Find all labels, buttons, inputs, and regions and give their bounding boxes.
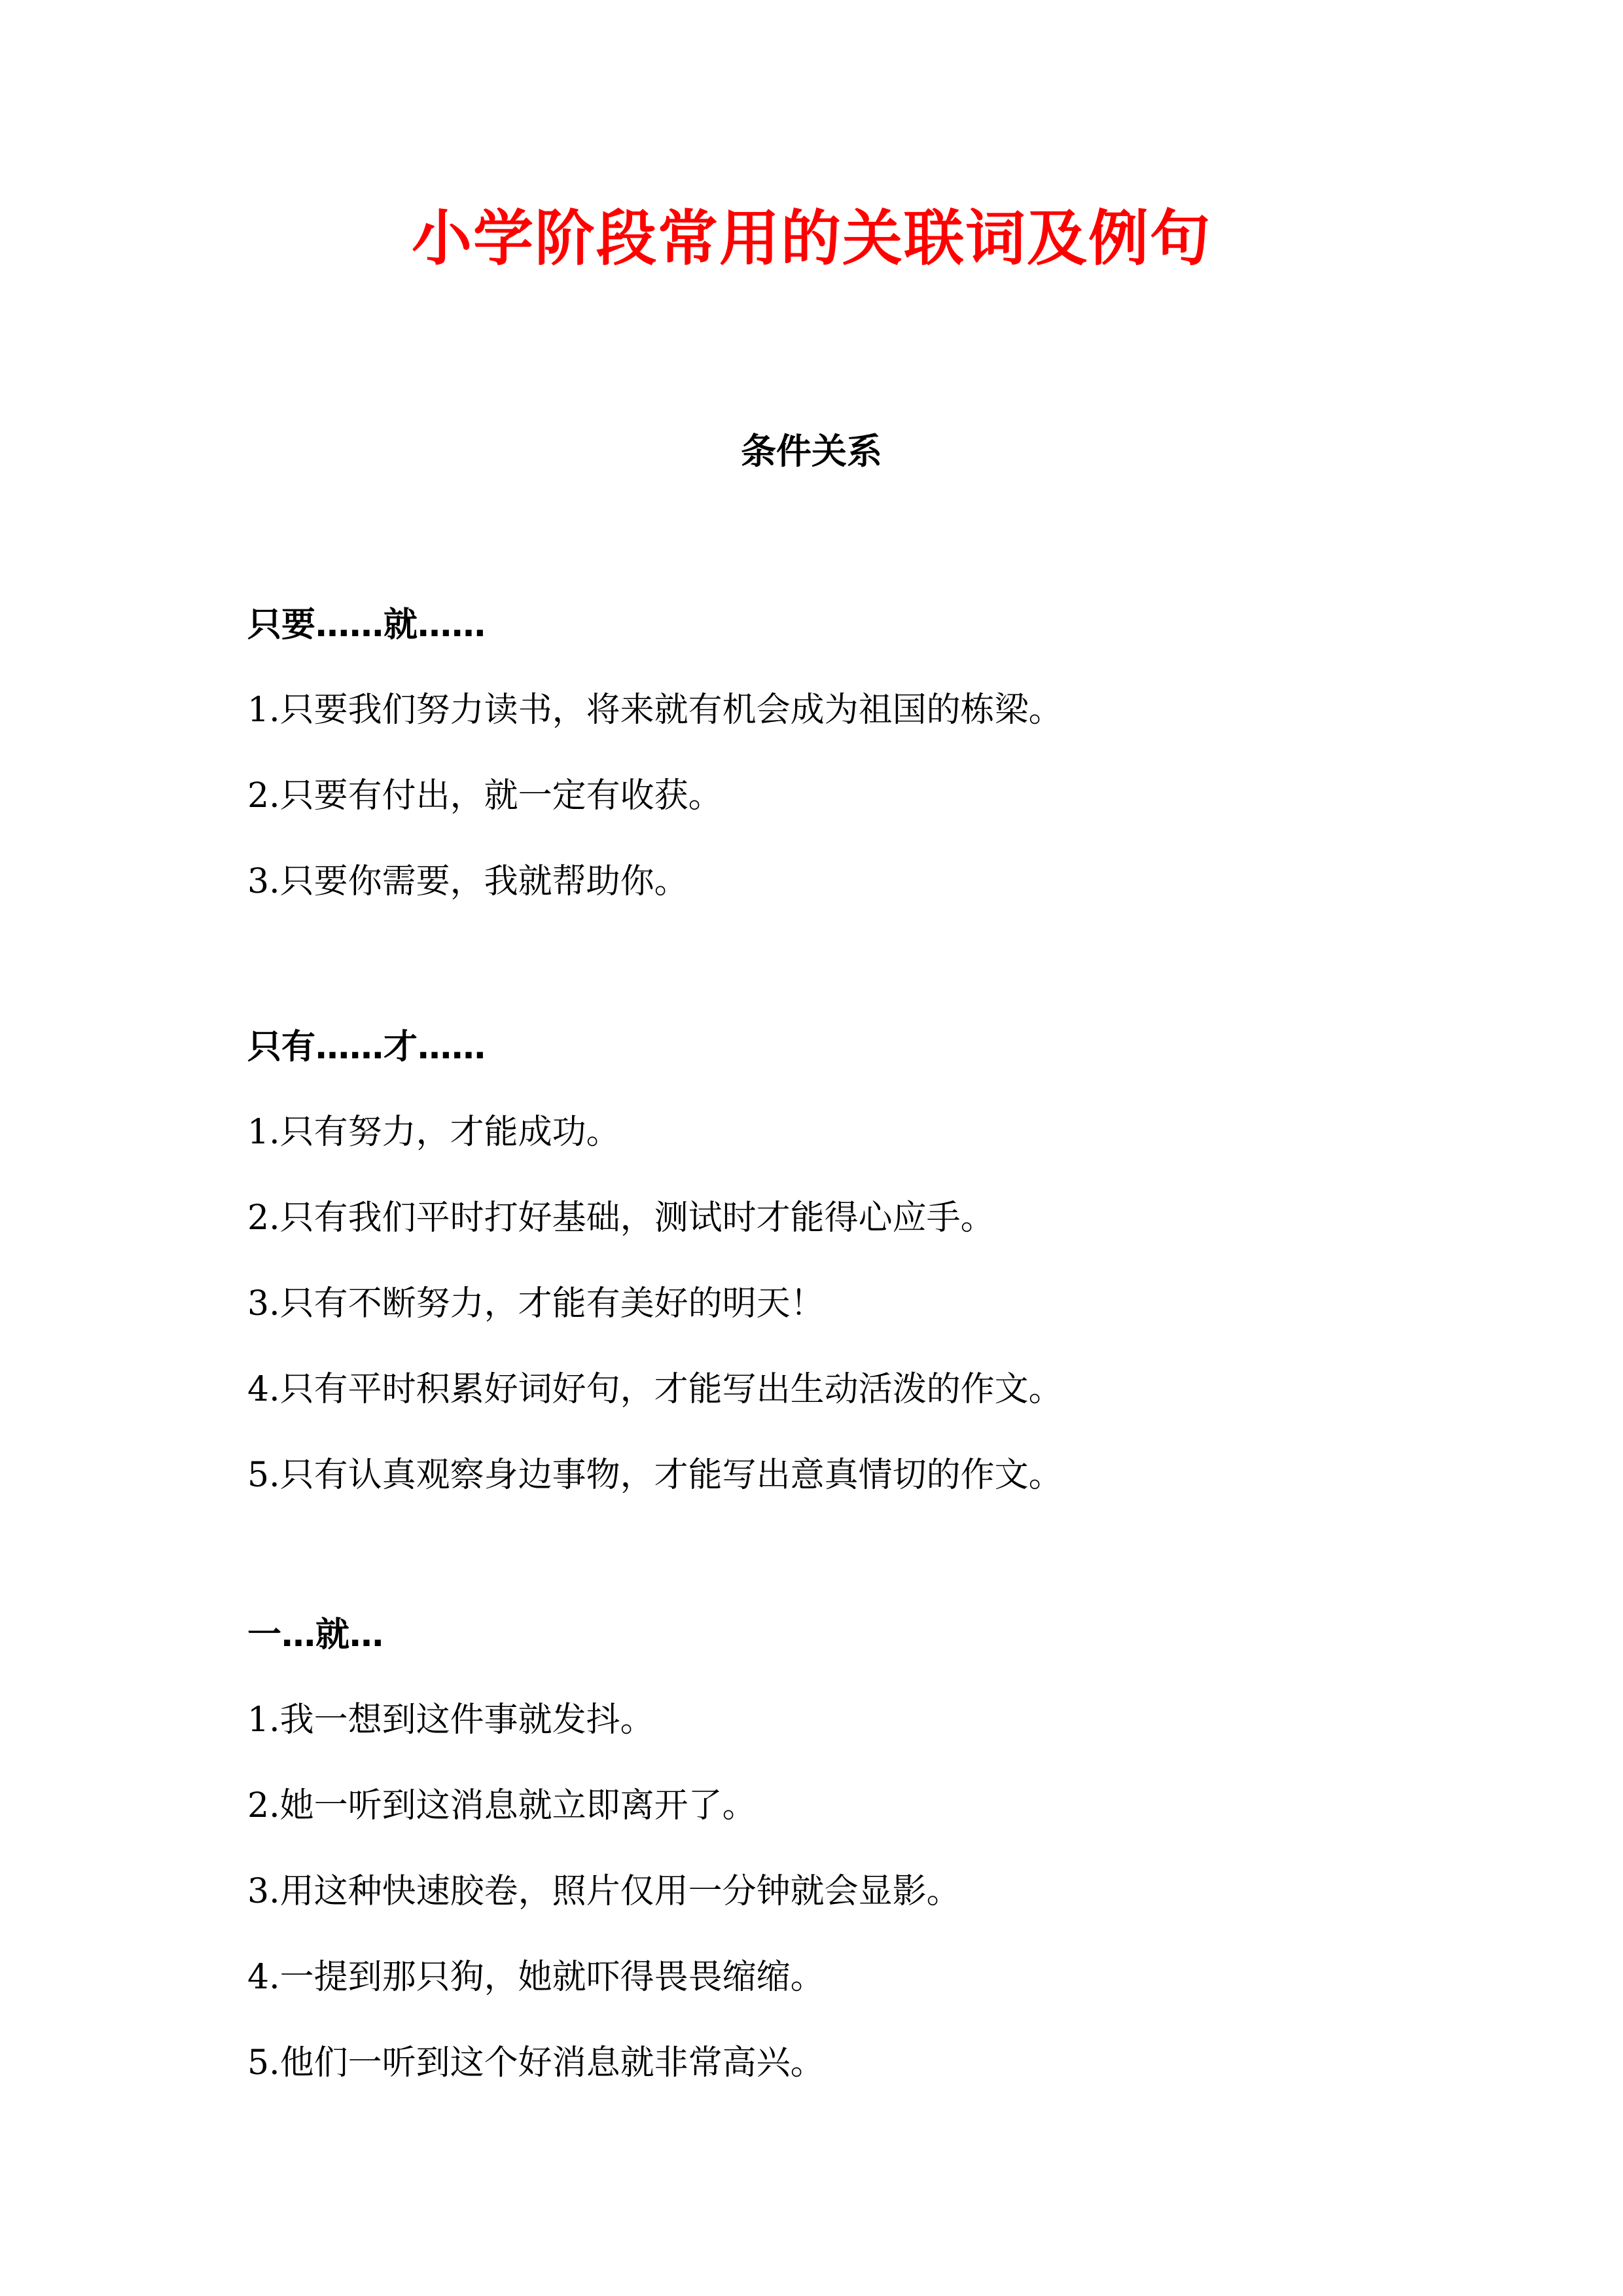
section-title: 条件关系 <box>741 431 882 472</box>
example-sentence: 1.我一想到这件事就发抖。 <box>247 1700 654 1740</box>
example-sentence: 3.用这种快速胶卷，照片仅用一分钟就会显影。 <box>247 1872 961 1911</box>
example-sentence: 4.一提到那只狗，她就吓得畏畏缩缩。 <box>247 1958 825 1997</box>
example-sentence: 5.他们一听到这个好消息就非常高兴。 <box>247 2043 825 2083</box>
example-sentence: 1.只有努力，才能成功。 <box>247 1113 620 1152</box>
document-title: 小学阶段常用的关联词及例句 <box>411 204 1211 274</box>
example-sentence: 3.只要你需要，我就帮助你。 <box>247 862 688 901</box>
group-heading: 只有……才…… <box>247 1028 486 1067</box>
example-sentence: 3.只有不断努力，才能有美好的明天！ <box>247 1284 825 1323</box>
example-sentence: 2.她一听到这消息就立即离开了。 <box>247 1786 757 1825</box>
example-sentence: 2.只有我们平时打好基础，测试时才能得心应手。 <box>247 1198 995 1238</box>
example-sentence: 2.只要有付出，就一定有收获。 <box>247 776 722 816</box>
group-heading: 一…就… <box>247 1615 384 1655</box>
example-sentence: 5.只有认真观察身边事物，才能写出意真情切的作文。 <box>247 1456 1063 1495</box>
group-heading: 只要……就…… <box>247 605 486 645</box>
conjunction-group-zhiyou-cai <box>247 1021 1425 1535</box>
example-sentence: 1.只要我们努力读书，将来就有机会成为祖国的栋梁。 <box>247 691 1063 730</box>
conjunction-group-yi-jiu <box>247 1609 1425 2123</box>
conjunction-group-zhiyao-jiu <box>247 599 1425 941</box>
example-sentence: 4.只有平时积累好词好句，才能写出生动活泼的作文。 <box>247 1370 1063 1409</box>
